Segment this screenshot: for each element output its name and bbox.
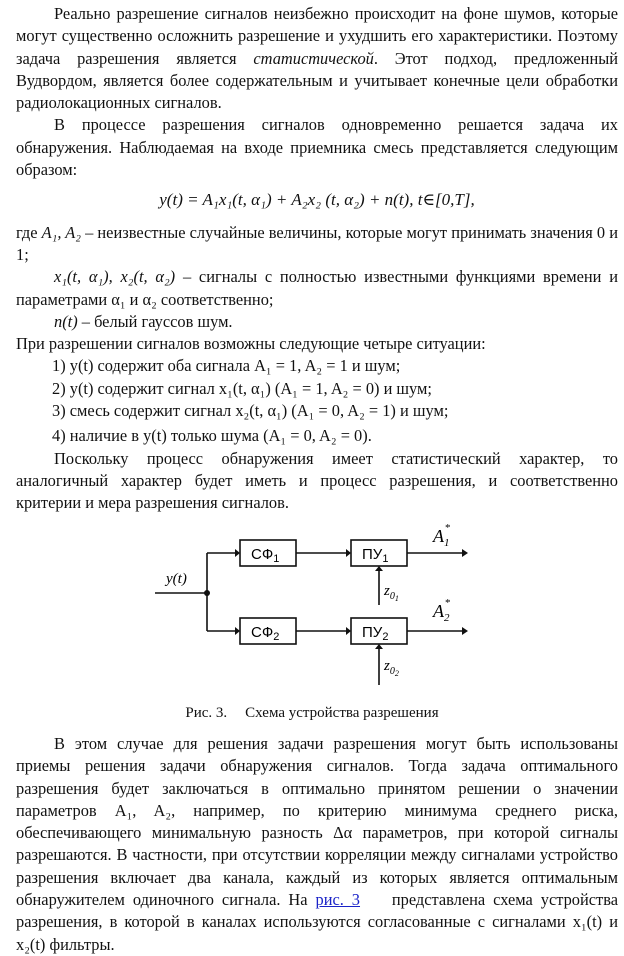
text-block-bottom — [16, 733, 623, 956]
arrow-out1 — [462, 549, 468, 557]
text-block-top — [16, 3, 618, 515]
thr1-label: $z_01$ — [384, 583, 399, 603]
where-line-1 — [16, 222, 618, 267]
paragraph-3: При разрешении сигналов возможны следующие четыре ситуации: — [16, 334, 486, 354]
case-1: 1) y(t) содержит оба сигнала A₁ = 1, A₂ = 1 и шум; — [52, 356, 401, 376]
paragraph-4: Поскольку процесс обнаружения имеет статистический характер, то аналогичный характер будет иметь и процесс разрешения, и соответственно критерии и мера разрешения сигналов. — [16, 448, 618, 513]
p1-text-b: . Этот подход, предложенный Вудвордом, является более содержательным и учитывает конечные цели обработки радиолокационных сигналов. — [16, 48, 618, 113]
sf2-label: $СФ_2$ — [251, 624, 280, 643]
where-rest-1: – неизвестные случайные величины, которые могут принимать значения 0 и 1; — [16, 222, 618, 264]
thr2-label: $z_02$ — [384, 658, 399, 678]
figure-link[interactable]: рис. 3 — [315, 890, 361, 910]
where-vars-1: A₁, A₂ — [41, 222, 81, 242]
case-3: 3) смесь содержит сигнал x₂(t, α₁) (A₁ = 0, A₂ = 1) и шум; — [52, 401, 449, 421]
formula: y(t) = A₁x₁(t, α₁) + A₂x₂ (t, α₂) + n(t), t∈[0,T], — [159, 190, 475, 210]
where-var-3: n(t) — [54, 311, 78, 331]
where-rest-3: – белый гауссов шум. — [77, 311, 233, 331]
caption-number: Рис. 3. — [185, 705, 228, 721]
paragraph-5 — [16, 733, 623, 956]
caption-title: Схема устройства разрешения — [245, 705, 439, 721]
pu2-label: $ПУ_2$ — [362, 624, 389, 643]
pu1-label: $ПУ_1$ — [362, 546, 389, 565]
sf1-label: $СФ_1$ — [251, 546, 280, 565]
figure-caption — [0, 702, 624, 724]
p5-text-a: В этом случае для решения задачи разрешения могут быть использованы приемы решения задачи обнаружения сигналов. Тогда задача оптимального разрешения будет заключаться в оптимально принятом решении о значении параметров A₁, A₂, например, по критерию минимума среднего риска, обеспечивающего минимальную разность Δα параметров, при которой сигналы разрешаются. В частности, при отсутствии корреляции между сигналами устройство разрешения включает два канала, каждый из которых является оптимальным обнаружителем одиночного сигнала. На — [16, 734, 618, 910]
p1-text-a: Реально разрешение сигналов неизбежно происходит на фоне шумов, которые могут существенно осложнить разрешение и ухудшить его характеристики. Поэтому задача разрешения является — [16, 4, 618, 68]
where-line-3 — [16, 311, 618, 333]
case-2: 2) y(t) содержит сигнал x₁(t, α₁) (A₁ = 1, A₂ = 0) и шум; — [52, 378, 432, 398]
out2-label: $A_2*$ — [433, 597, 450, 624]
where-vars-2: x₁(t, α₁), x₂(t, α₂) — [54, 267, 176, 287]
block-diagram — [150, 515, 480, 690]
paragraph-1 — [16, 3, 618, 114]
arrow-out2 — [462, 627, 468, 635]
out1-label: $A_1*$ — [433, 522, 450, 549]
input-label: y(t) — [166, 571, 187, 587]
p1-emphasis: статистической — [253, 48, 374, 68]
where-line-2 — [16, 266, 618, 311]
p5-text-b: представлена схема устройства разрешения, в которой в каналах используются согласованные с сигналами x₁(t) и x₂(t) фильтры. — [16, 890, 623, 954]
paragraph-2: В процессе разрешения сигналов одновременно решается задача их обнаружения. Наблюдаемая на входе приемника смесь представляется следующим образом: — [16, 115, 618, 180]
case-4: 4) наличие в y(t) только шума (A₁ = 0, A₂ = 0). — [52, 426, 372, 446]
where-prefix: где — [16, 222, 42, 242]
where-rest-2: – сигналы с полностью известными функциями времени и параметрами α₁ и α₂ соответственно; — [16, 267, 619, 309]
